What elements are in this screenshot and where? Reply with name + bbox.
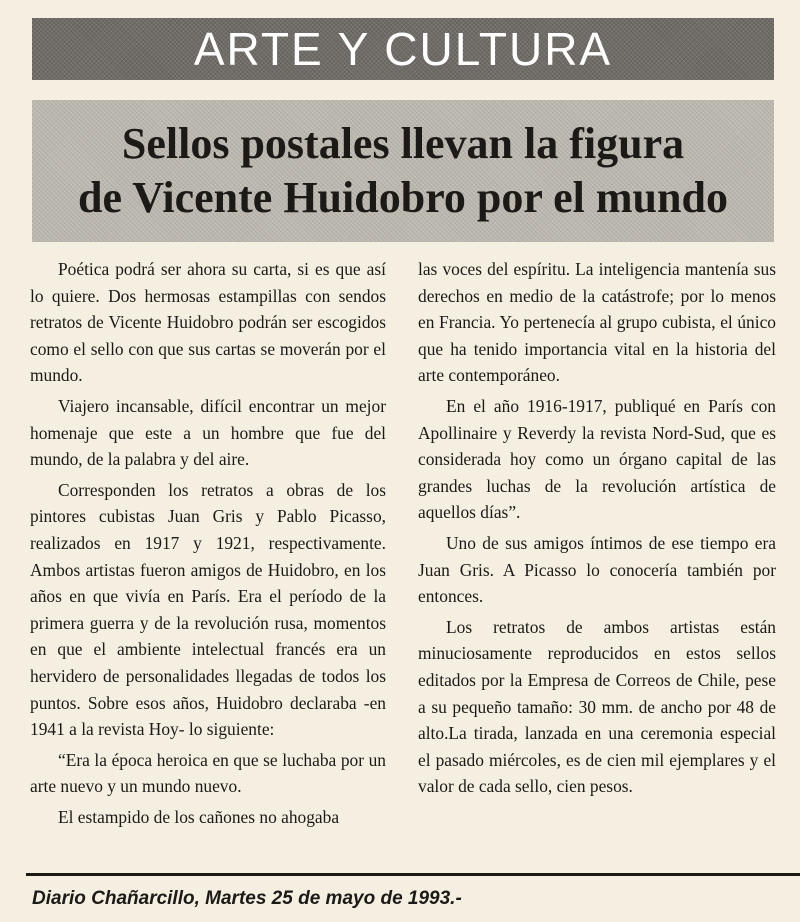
paragraph: Poética podrá ser ahora su carta, si es que así lo quiere. Dos hermosas estampillas con sendos retratos de Vicente Huidobro podrán ser escogidos como el sello con que sus cartas se moverán por el mundo. [30,259,386,386]
paragraph: En el año 1916-1917, publiqué en París con Apollinaire y Reverdy la revista Nord-Sud, que es considerada hoy como un órgano capital de las grandes luchas de la revolución artística de aquellos días”. [418,395,776,523]
headline-line-2: de Vicente Huidobro por el mundo [78,173,728,222]
source-credit: Diario Chañarcillo, Martes 25 de mayo de 1993.- [32,888,462,909]
paragraph: Viajero incansable, difícil encontrar un mejor homenaje que este a un hombre que fue del mundo, de la palabra y del aire. [30,395,386,470]
headline-box [32,100,774,242]
paragraph: El estampido de los cañones no ahogaba [58,806,340,827]
left-column [30,256,386,834]
headline-line-1: Sellos postales llevan la figura [121,119,685,168]
right-column [418,256,776,804]
footer-divider [26,873,800,876]
article-body [30,256,776,856]
paragraph: Uno de sus amigos íntimos de ese tiempo era Juan Gris. A Picasso lo conocería también por entonces. [418,532,776,607]
paragraph: Corresponden los retratos a obras de los pintores cubistas Juan Gris y Pablo Picasso, realizados en 1917 y 1921, respectivamente. Ambos artistas fueron amigos de Huidobro, en los años en que vivía en París. Era el período de la primera guerra y de la revolución rusa, momentos en que el ambiente intelectual francés era un hervidero de personalidades llegadas de todos los puntos. Sobre esos años, Huidobro declaraba -en 1941 a la revista Hoy- lo siguiente: [30,479,386,740]
section-banner [32,18,774,80]
section-title: ARTE Y CULTURA [193,23,613,75]
paragraph: las voces del espíritu. La inteligencia mantenía sus derechos en medio de la catástrofe; por lo menos en Francia. Yo pertenecía al grupo cubista, el único que ha tenido importancia vital en la historia del arte contemporáneo. [418,259,776,386]
paragraph: Los retratos de ambos artistas están minuciosamente reproducidos en estos sellos editados por la Empresa de Correos de Chile, pese a su pequeño tamaño: 30 mm. de ancho por 48 de alto.La tirada, lanzada en una ceremonia especial el pasado miércoles, es de cien mil ejemplares y el valor de cada sello, cien pesos. [418,616,776,797]
paragraph: “Era la época heroica en que se luchaba por un arte nuevo y un mundo nuevo. [30,749,386,797]
